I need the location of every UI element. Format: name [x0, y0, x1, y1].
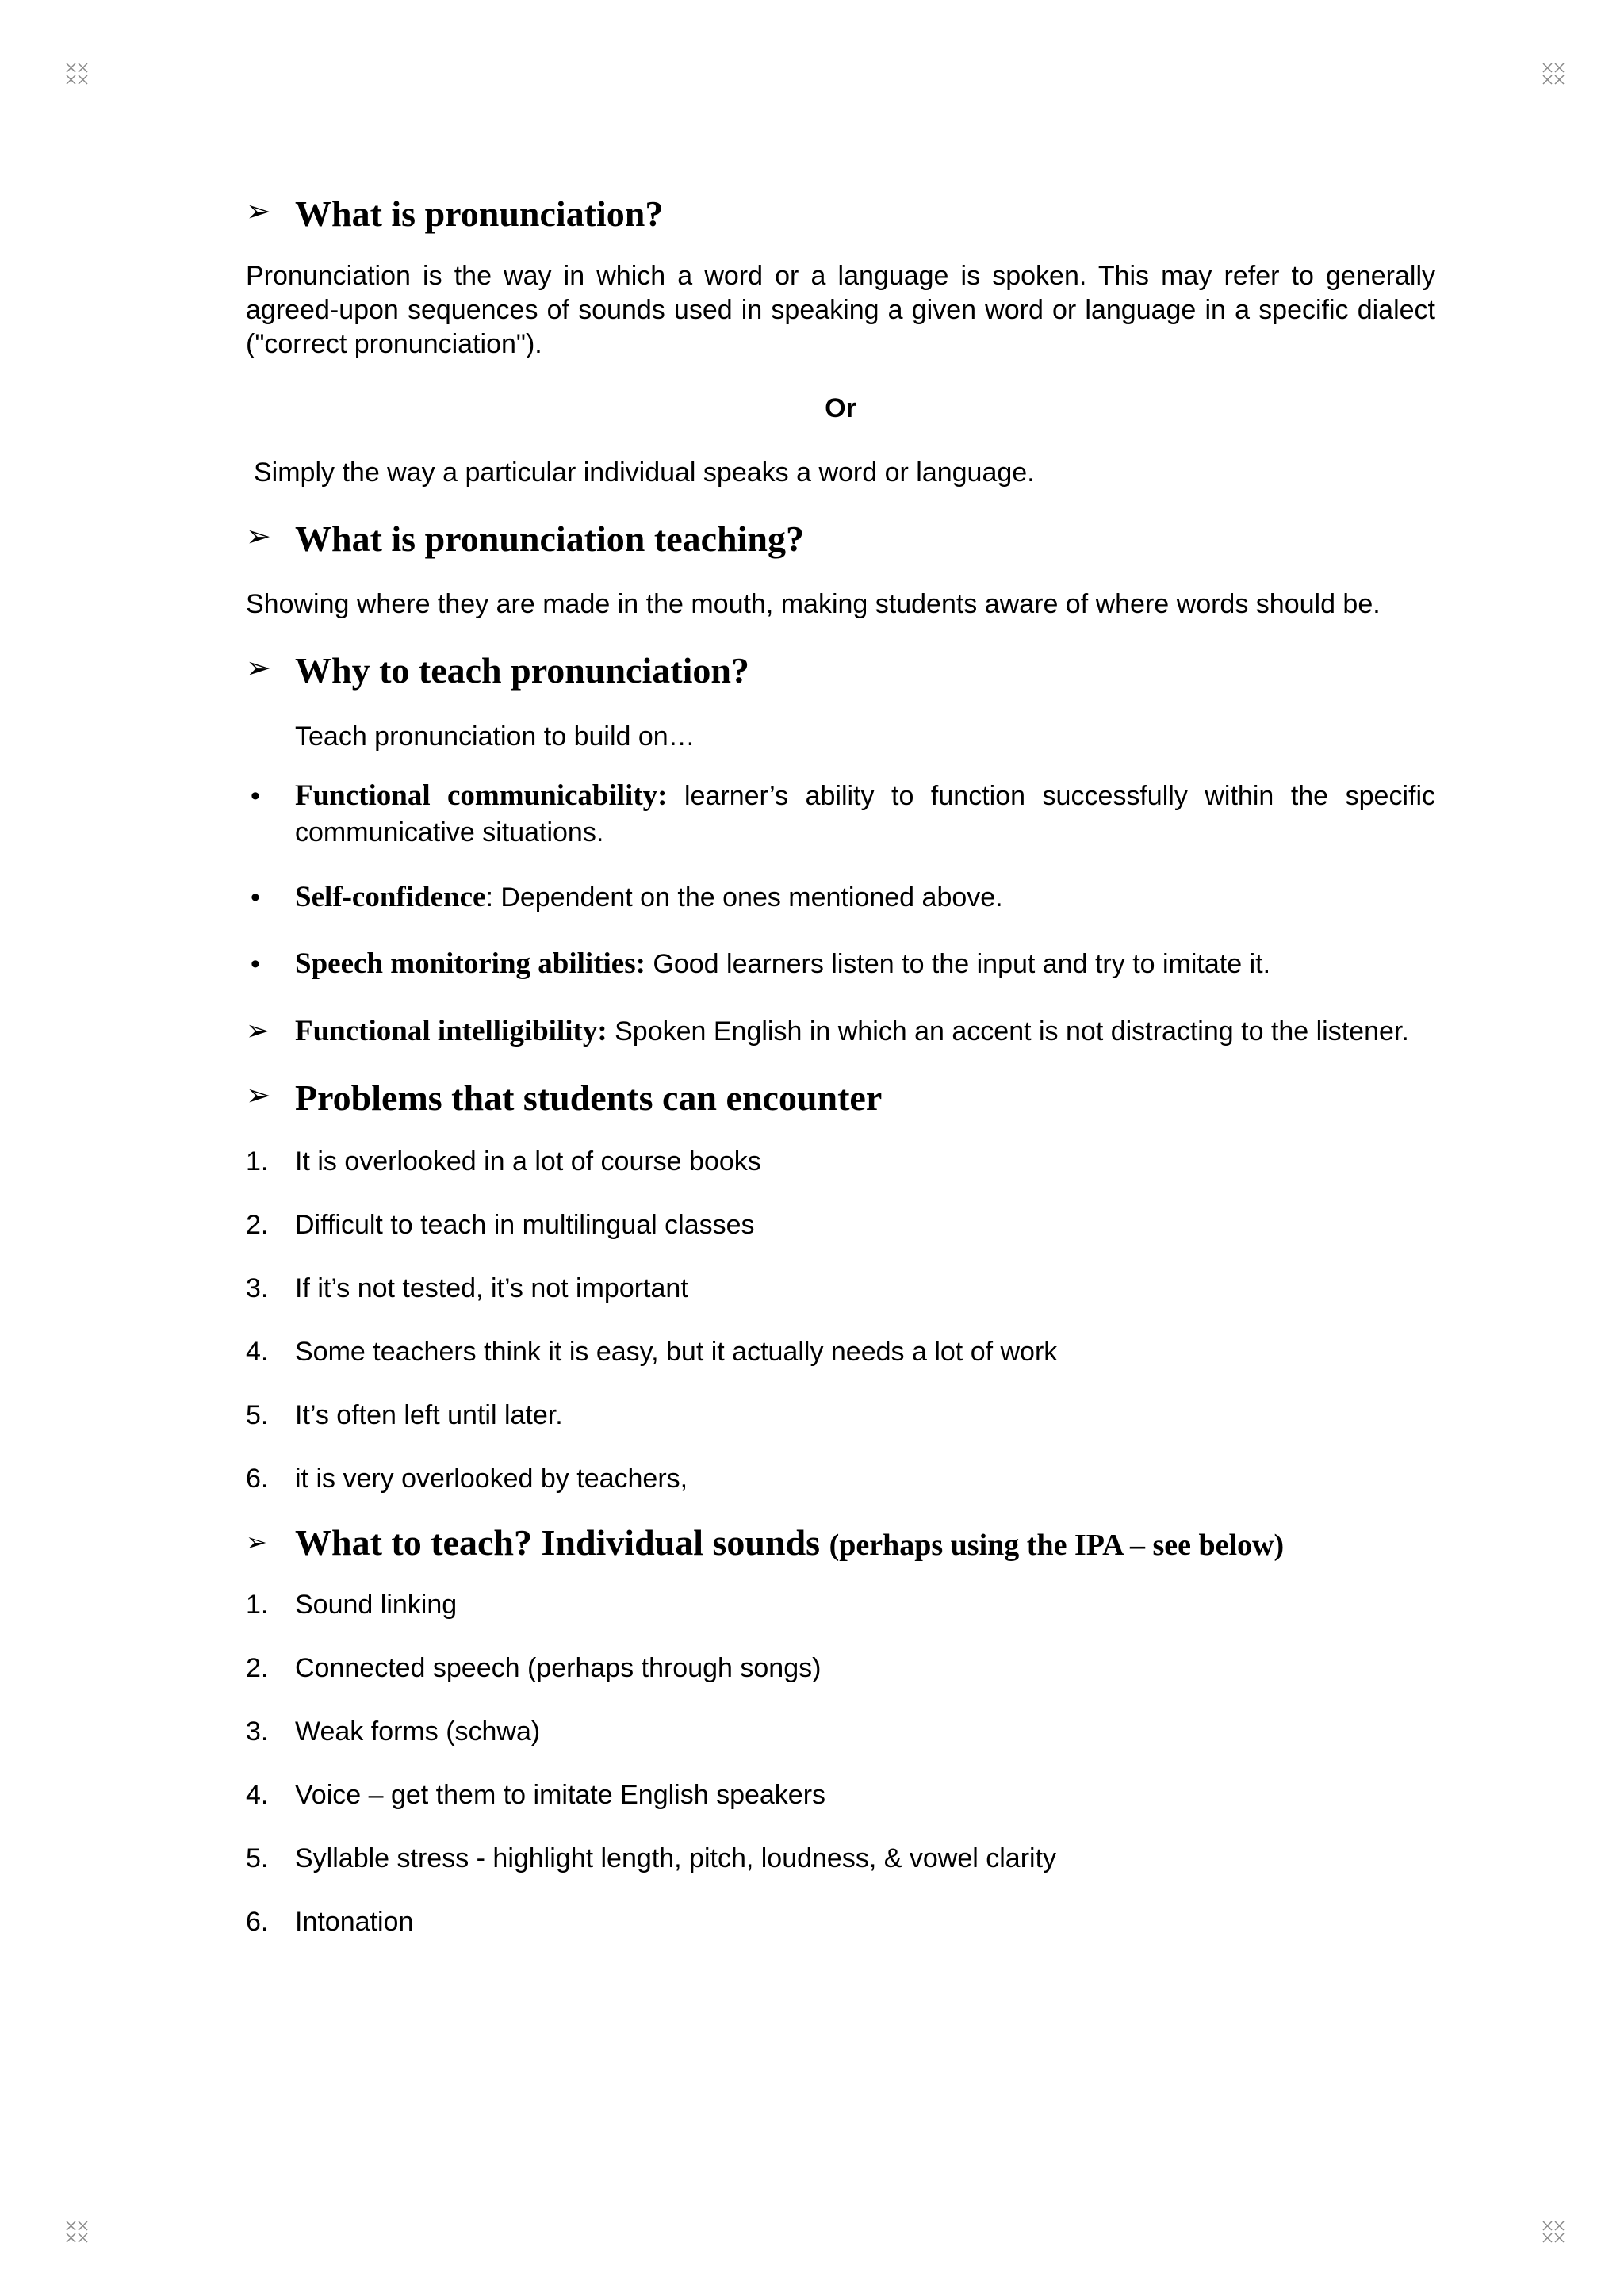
arrow-bullet-icon: ➢: [246, 1526, 267, 1557]
list-item: [246, 1840, 1435, 1877]
item-text: Some teachers think it is easy, but it actually needs a lot of work: [295, 1336, 1058, 1367]
item-text: Weak forms (schwa): [295, 1716, 541, 1747]
arrow-bullet-icon: ➢: [246, 650, 271, 686]
item-text: Good learners listen to the input and try to imitate it.: [645, 948, 1271, 979]
list-item: [246, 778, 1435, 851]
list-item: [246, 1904, 1435, 1940]
item-number: 1.: [246, 1146, 269, 1177]
heading-why-teach: [246, 649, 1435, 692]
bullet-dot-icon: •: [251, 882, 260, 913]
why-intro: Teach pronunciation to build on…: [295, 721, 695, 752]
item-text: Difficult to teach in multilingual classes: [295, 1209, 755, 1240]
item-text: It is overlooked in a lot of course books: [295, 1146, 761, 1177]
arrow-bullet-icon: ➢: [246, 1077, 271, 1112]
what-to-teach-list: [246, 1586, 1435, 1940]
list-item: [246, 1014, 1435, 1049]
item-text: Connected speech (perhaps through songs): [295, 1652, 822, 1683]
item-number: 4.: [246, 1336, 269, 1367]
bullet-dot-icon: •: [251, 780, 260, 811]
list-item: [246, 1586, 1435, 1623]
item-text: Syllable stress - highlight length, pitch, loudness, & vowel clarity: [295, 1843, 1057, 1873]
problems-list: [246, 1143, 1435, 1497]
heading-text: What to teach? Individual sounds: [295, 1521, 821, 1563]
list-item: [246, 1650, 1435, 1686]
heading-what-to-teach: [246, 1521, 1435, 1564]
item-number: 6.: [246, 1463, 269, 1494]
list-item: [246, 1207, 1435, 1243]
item-term: Speech monitoring abilities:: [295, 947, 645, 980]
item-text: Spoken English in which an accent is not distracting to the listener.: [607, 1016, 1409, 1047]
item-number: 3.: [246, 1716, 269, 1747]
item-text: Intonation: [295, 1906, 414, 1937]
item-number: 4.: [246, 1779, 269, 1810]
arrow-bullet-icon: ➢: [246, 193, 271, 228]
teaching-paragraph: Showing where they are made in the mouth, making students aware of where words should be.: [246, 589, 1381, 620]
heading-text: Problems that students can encounter: [295, 1077, 883, 1118]
item-term: Self-confidence: [295, 880, 486, 913]
item-text: learner’s ability to function successfully within the specific communicative situations.: [295, 780, 1435, 848]
list-item: [246, 1460, 1435, 1497]
list-item: [246, 946, 1435, 982]
item-number: 2.: [246, 1209, 269, 1240]
item-number: 2.: [246, 1652, 269, 1683]
item-text: Voice – get them to imitate English speakers: [295, 1779, 826, 1810]
list-item: [246, 1270, 1435, 1307]
heading-text: What is pronunciation?: [295, 193, 664, 234]
intelligibility-list: [246, 1014, 1435, 1049]
arrow-bullet-icon: ➢: [246, 519, 271, 554]
alternate-definition: Simply the way a particular individual speaks a word or language.: [254, 457, 1035, 488]
item-text: : Dependent on the ones mentioned above.: [485, 882, 1003, 913]
item-number: 5.: [246, 1399, 269, 1430]
why-bullet-list: [246, 778, 1435, 982]
item-text: If it’s not tested, it’s not important: [295, 1272, 688, 1303]
item-text: it is very overlooked by teachers,: [295, 1463, 688, 1494]
item-term: Functional communicability:: [295, 779, 668, 812]
or-separator: Or: [825, 393, 856, 424]
list-item: [246, 1777, 1435, 1813]
heading-problems: [246, 1076, 1435, 1119]
bullet-dot-icon: •: [251, 948, 260, 979]
list-item: [246, 1397, 1435, 1433]
definition-paragraph: Pronunciation is the way in which a word or a language is spoken. This may refer to generally agreed-upon sequences of sounds used in speaking a given word or language in a specific dialect ("correct pronunciation").: [246, 261, 1435, 360]
arrow-bullet-icon: ➢: [246, 1014, 270, 1047]
heading-what-is-pronunciation: [246, 192, 1435, 235]
heading-note: (perhaps using the IPA – see below): [829, 1528, 1285, 1562]
heading-text: Why to teach pronunciation?: [295, 650, 749, 691]
item-number: 1.: [246, 1589, 269, 1620]
item-term: Functional intelligibility:: [295, 1014, 607, 1047]
item-number: 6.: [246, 1906, 269, 1937]
item-text: Sound linking: [295, 1589, 458, 1620]
list-item: [246, 1713, 1435, 1750]
list-item: [246, 879, 1435, 916]
list-item: [246, 1334, 1435, 1370]
heading-text: What is pronunciation teaching?: [295, 519, 804, 560]
list-item: [246, 1143, 1435, 1180]
item-text: It’s often left until later.: [295, 1399, 563, 1430]
document-content: [246, 190, 1435, 1940]
item-number: 3.: [246, 1272, 269, 1303]
heading-pronunciation-teaching: [246, 517, 1435, 561]
item-number: 5.: [246, 1843, 269, 1873]
